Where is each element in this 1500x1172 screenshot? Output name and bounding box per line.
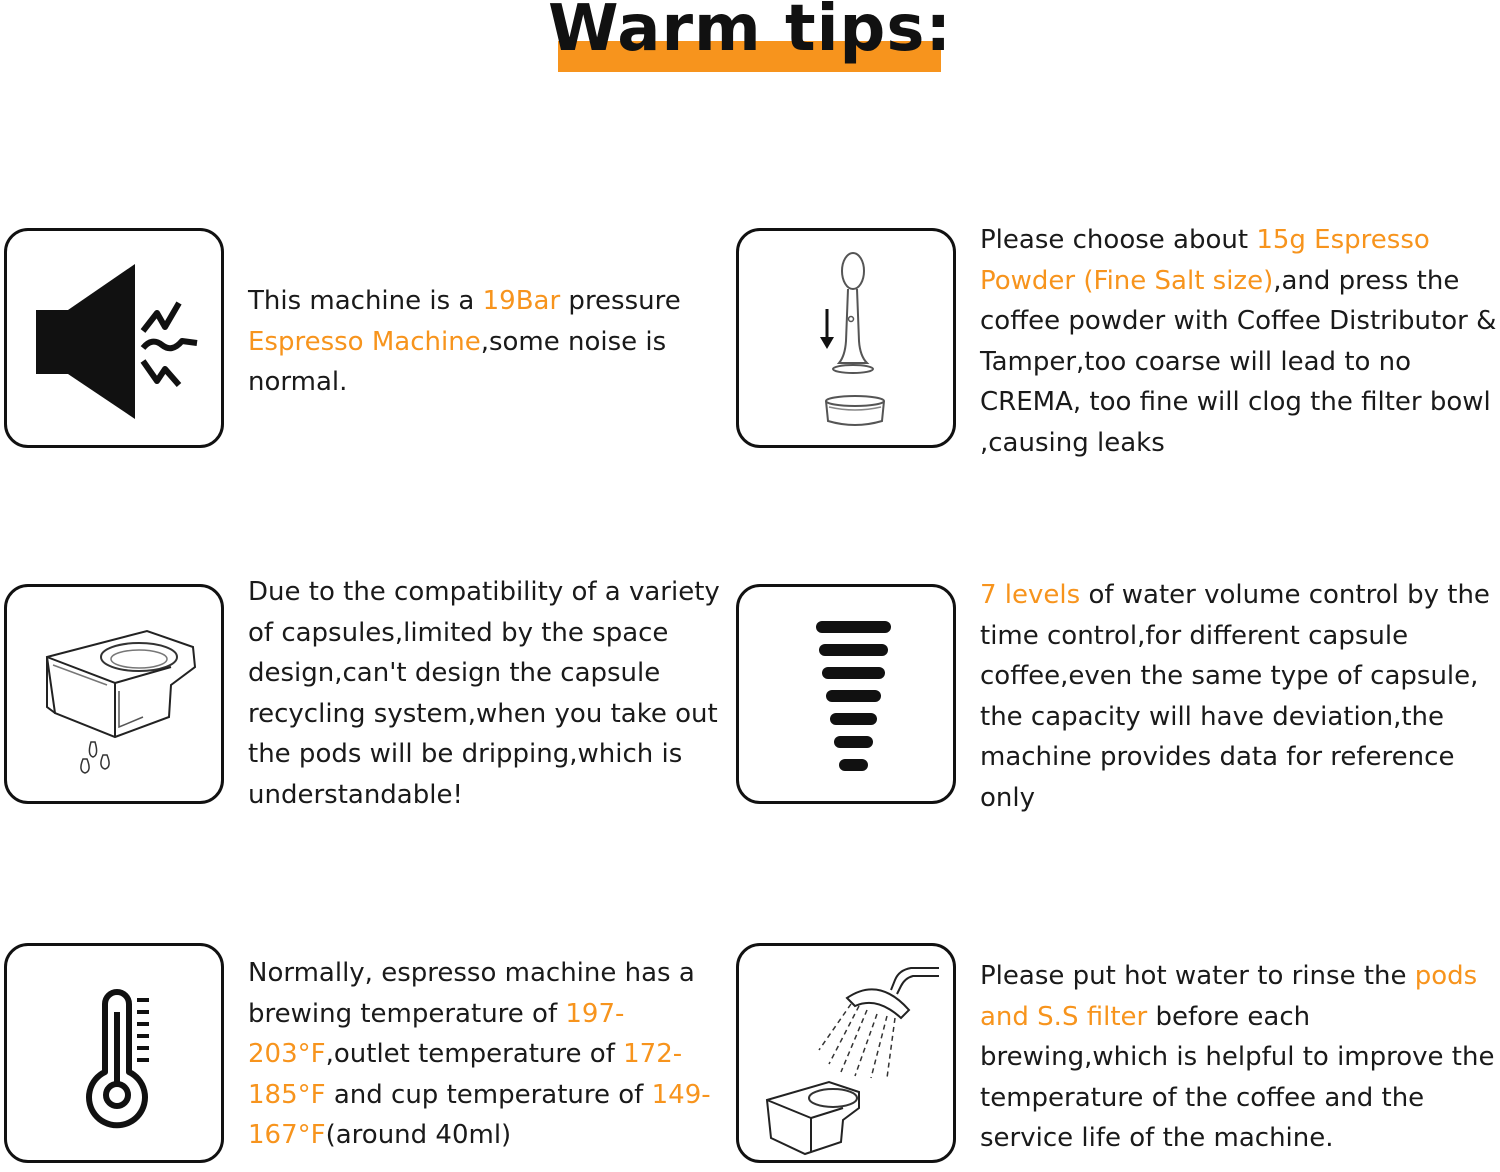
coffee-tamper-icon	[736, 228, 956, 448]
text-segment: Normally, espresso machine has a brewing temperature of	[248, 958, 695, 1029]
text-segment: (around 40ml)	[325, 1120, 512, 1150]
page-title: Warm tips:	[547, 0, 953, 66]
text-segment: Please choose about	[980, 225, 1257, 255]
text-segment: This machine is a	[248, 286, 483, 316]
highlight-segment: Espresso Machine	[248, 326, 481, 357]
text-segment: Due to the compatibility of a variety of capsules,limited by the space design,can't design the capsule recycling system,when you take out the pods will be dripping,which is understandable!	[248, 577, 720, 810]
tip-text-noise	[248, 281, 718, 403]
text-segment: and cup temperature of	[325, 1079, 652, 1110]
highlight-segment: pods and S.S filter	[980, 961, 1478, 1032]
title-block	[0, 0, 1500, 80]
tip-text-water-levels	[980, 575, 1498, 818]
highlight-segment: 7 levels	[980, 580, 1081, 610]
text-segment: Please put hot water to rinse the	[980, 961, 1415, 991]
tip-text-espresso-powder	[980, 220, 1498, 463]
tip-text-temperature	[248, 953, 728, 1156]
text-segment: of water volume control by the time control,for different capsule coffee,even the same type of capsule, the capacity will have deviation,the machine provides data for reference only	[980, 580, 1490, 813]
shower-rinse-icon	[736, 943, 956, 1163]
capsule-holder-dripping-icon	[4, 584, 224, 804]
tip-text-capsule-dripping	[248, 572, 728, 815]
highlight-segment: 172-185°F	[248, 1039, 683, 1110]
text-segment: before each brewing,which is helpful to improve the temperature of the coffee and the service life of the machine.	[980, 1001, 1495, 1153]
thermometer-icon	[4, 943, 224, 1163]
highlight-segment: 197-203°F	[248, 998, 625, 1069]
highlight-segment: 149-167°F	[248, 1079, 711, 1150]
speaker-noise-icon	[4, 228, 224, 448]
text-segment: ,outlet temperature of	[325, 1039, 624, 1069]
text-segment: ,some noise is normal.	[248, 326, 667, 397]
water-levels-icon	[736, 584, 956, 804]
highlight-segment: 15g Espresso Powder (Fine Salt size)	[980, 225, 1430, 296]
tip-text-rinse	[980, 956, 1498, 1159]
text-segment: pressure	[560, 286, 681, 316]
text-segment: ,and press the coffee powder with Coffee Distributor & Tamper,too coarse will lead to no CREMA, too fine will clog the filter bowl ,causing leaks	[980, 265, 1497, 458]
highlight-segment: 19Bar	[482, 286, 561, 316]
